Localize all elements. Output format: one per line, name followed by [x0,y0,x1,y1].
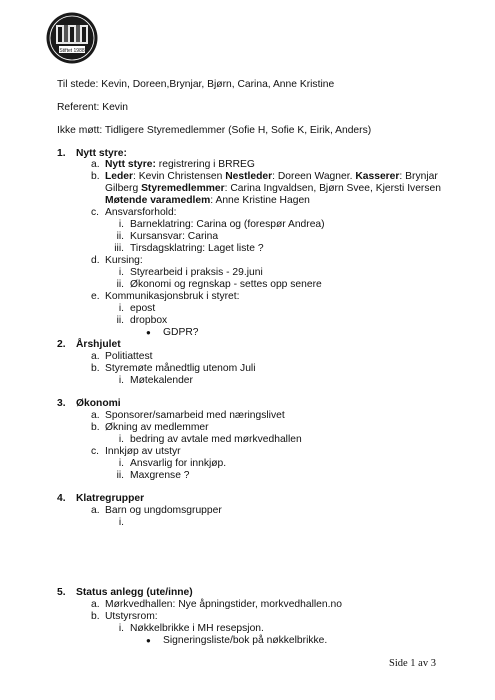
sublist-marker: ii. [116,279,124,290]
list-marker: b. [91,422,100,433]
list-item: Mørkvedhallen: Nye åpningstider, morkvedhallen.no [105,599,342,610]
sublist-marker: i. [118,375,124,386]
club-logo [46,12,98,64]
sublist-item: epost [130,303,156,314]
sublist-marker: i. [118,623,124,634]
list-item: Barn og ungdomsgrupper [105,505,222,516]
sublist-item: Nøkkelbrikke i MH resepsjon. [130,623,264,634]
list-marker: a. [91,159,100,170]
sublist-marker: i. [118,517,124,528]
list-marker: e. [91,291,100,302]
section-number: 4. [57,493,66,504]
sublist-item: Maxgrense ? [130,470,190,481]
attendance-referent: Referent: Kevin [57,102,128,113]
list-marker: a. [91,351,100,362]
sublist-marker: ii. [116,470,124,481]
list-item: Sponsorer/samarbeid med næringslivet [105,410,285,421]
list-marker: a. [91,599,100,610]
bullet-icon: ● [146,636,151,645]
sublist-marker: i. [118,303,124,314]
sublist-marker: i. [118,219,124,230]
list-item: Ansvarsforhold: [105,207,177,218]
list-item: Nytt styre: registrering i BRREG [105,159,255,170]
list-item: Styremøte månedtlig utenom Juli [105,363,256,374]
list-marker: a. [91,410,100,421]
list-marker: c. [91,446,100,457]
list-marker: b. [91,363,100,374]
bullet-item: Signeringsliste/bok på nøkkelbrikke. [163,635,328,646]
bullet-icon: ● [146,328,151,337]
sublist-item: Tirsdagsklatring: Laget liste ? [130,243,264,254]
sublist-item: Barneklatring: Carina og (forespør Andrea) [130,219,325,230]
sublist-marker: iii. [114,243,124,254]
section-title: Klatregrupper [76,493,145,504]
sublist-item: bedring av avtale med mørkvedhallen [130,434,302,445]
sublist-marker: ii. [116,231,124,242]
attendance-present: Til stede: Kevin, Doreen,Brynjar, Bjørn, Carina, Anne Kristine [57,79,335,90]
sublist-marker: i. [118,458,124,469]
bullet-item: GDPR? [163,327,199,338]
list-marker: b. [91,171,100,182]
section-number: 3. [57,398,66,409]
svg-text:Stiftet 1988: Stiftet 1988 [59,47,85,54]
section-number: 1. [57,148,66,159]
sublist-item: dropbox [130,315,168,326]
sublist-item: Økonomi og regnskap - settes opp senere [130,279,322,290]
sublist-marker: i. [118,267,124,278]
sublist-item: Møtekalender [130,375,193,386]
list-item: Økning av medlemmer [105,422,209,433]
list-item-continued: Møtende varamedlem: Anne Kristine Hagen [105,195,310,206]
section-title: Årshjulet [76,339,121,350]
section-title: Status anlegg (ute/inne) [76,587,193,598]
page-number: Side 1 av 3 [389,658,436,669]
sublist-marker: i. [118,434,124,445]
list-item: Kommunikasjonsbruk i styret: [105,291,240,302]
list-item: Leder: Kevin Christensen Nestleder: Doreen Wagner. Kasserer: Brynjar [105,171,438,182]
sublist-marker: ii. [116,315,124,326]
sublist-item: Kursansvar: Carina [130,231,219,242]
section-number: 5. [57,587,66,598]
list-item: Kursing: [105,255,143,266]
sublist-item: Styrearbeid i praksis - 29.juni [130,267,263,278]
list-marker: c. [91,207,100,218]
list-item: Politiattest [105,351,153,362]
list-marker: b. [91,611,100,622]
list-item: Utstyrsrom: [105,611,158,622]
sublist-item: Ansvarlig for innkjøp. [130,458,227,469]
list-item-continued: Gilberg Styremedlemmer: Carina Ingvaldsen, Bjørn Svee, Kjersti Iversen [105,183,441,194]
list-item: Innkjøp av utstyr [105,446,181,457]
section-number: 2. [57,339,66,350]
list-marker: a. [91,505,100,516]
section-title: Nytt styre: [76,148,127,159]
list-marker: d. [91,255,100,266]
section-title: Økonomi [76,398,121,409]
attendance-absent: Ikke møtt: Tidligere Styremedlemmer (Sofie H, Sofie K, Eirik, Anders) [57,125,372,136]
